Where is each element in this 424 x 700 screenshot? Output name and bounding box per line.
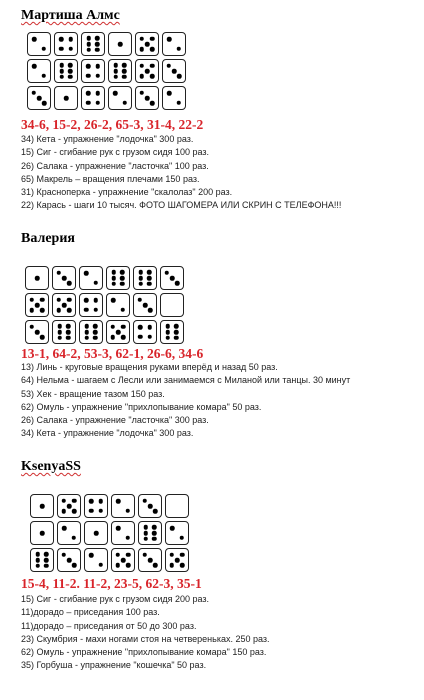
die-pip	[180, 553, 185, 558]
die-pip	[143, 536, 148, 541]
die-pip	[67, 504, 72, 509]
exercise-line: 65) Макрель – вращения плечами 150 раз.	[21, 173, 200, 184]
dice-row	[30, 548, 189, 572]
die-pip	[40, 504, 45, 509]
die-pip	[35, 563, 40, 568]
die-pip	[35, 552, 40, 557]
die-pip	[99, 499, 104, 504]
die-pip	[143, 525, 148, 530]
die-pip	[99, 563, 104, 568]
die-pip	[152, 525, 157, 530]
die-face-0	[165, 494, 189, 518]
die-pip	[72, 536, 77, 541]
exercise-line: 62) Омуль - упражнение "прихлопывание комара" 50 раз.	[21, 401, 262, 412]
die-pip	[126, 553, 131, 558]
exercise-line: 64) Нельма - шагаем с Лесли или занимаемся с Миланой или танцы. 30 минут	[21, 375, 351, 386]
die-face-2	[57, 521, 81, 545]
dice-codes: 13-1, 64-2, 53-3, 62-1, 26-6, 34-6	[21, 346, 204, 361]
die-pip	[99, 509, 104, 514]
die-pip	[35, 558, 40, 563]
exercise-line: 23) Скумбрия - махи ногами стоя на четвереньках. 250 раз.	[21, 633, 270, 644]
die-pip	[61, 552, 66, 557]
participant-name: KsenyaSS	[21, 459, 81, 474]
die-pip	[62, 499, 67, 504]
die-pip	[116, 526, 121, 531]
die-face-6	[30, 548, 54, 572]
exercise-line: 11)дорадо – приседания 100 раз.	[21, 607, 160, 618]
die-face-5	[165, 548, 189, 572]
die-face-1	[30, 521, 54, 545]
die-pip	[148, 504, 153, 509]
participant-name: Валерия	[21, 231, 75, 246]
die-face-6	[138, 521, 162, 545]
die-pip	[40, 531, 45, 536]
exercise-line: 26) Салака - упражнение "ласточка" 100 раз.	[21, 160, 209, 171]
exercise-line: 26) Салака - упражнение "ласточка" 300 раз.	[21, 415, 209, 426]
die-pip	[89, 499, 94, 504]
die-pip	[170, 553, 175, 558]
die-face-3	[138, 494, 162, 518]
die-face-4	[84, 494, 108, 518]
die-pip	[89, 553, 94, 558]
die-pip	[142, 552, 147, 557]
die-face-1	[30, 494, 54, 518]
die-face-5	[57, 494, 81, 518]
exercise-line: 11)дорадо – приседания от 50 до 300 раз.	[21, 620, 197, 631]
exercise-list	[21, 593, 270, 673]
dice-codes: 15-4, 11-2. 11-2, 23-5, 62-3, 35-1	[21, 576, 202, 591]
die-pip	[126, 536, 131, 541]
exercise-line: 35) Горбуша - упражнение "кошечка" 50 раз.	[21, 660, 207, 671]
die-pip	[153, 509, 158, 514]
exercise-line: 53) Хек - вращение тазом 150 раз.	[21, 388, 165, 399]
dice-row	[30, 521, 189, 545]
die-pip	[143, 531, 148, 536]
die-face-2	[84, 548, 108, 572]
die-pip	[152, 531, 157, 536]
die-face-3	[138, 548, 162, 572]
die-pip	[62, 509, 67, 514]
die-pip	[72, 509, 77, 514]
exercise-line: 15) Сиг - сгибание рук с грузом сидя 100 раз.	[21, 147, 210, 158]
die-pip	[62, 526, 67, 531]
die-pip	[72, 563, 77, 568]
die-pip	[44, 552, 49, 557]
die-pip	[170, 563, 175, 568]
die-pip	[126, 509, 131, 514]
die-face-5	[111, 548, 135, 572]
exercise-line: 13) Линь - круговые вращения руками вперёд и назад 50 раз.	[21, 362, 278, 372]
exercise-line: 22) Карась - шаги 10 тысяч. ФОТО ШАГОМЕРА ИЛИ СКРИН С ТЕЛЕФОНА!!!	[21, 200, 342, 211]
die-pip	[44, 558, 49, 563]
dice-row	[30, 494, 189, 518]
die-pip	[180, 563, 185, 568]
die-face-2	[111, 521, 135, 545]
die-pip	[175, 558, 180, 563]
die-pip	[180, 536, 185, 541]
die-face-2	[111, 494, 135, 518]
exercise-line: 31) Красноперка - упражнение "скалолаз" 200 раз.	[21, 187, 233, 198]
die-face-3	[57, 548, 81, 572]
die-face-2	[165, 521, 189, 545]
die-pip	[72, 499, 77, 504]
exercise-line: 15) Сиг - сгибание рук с грузом сидя 200 раз.	[21, 594, 210, 604]
die-pip	[153, 563, 158, 568]
die-pip	[44, 563, 49, 568]
die-pip	[116, 563, 121, 568]
die-pip	[67, 558, 72, 563]
die-pip	[142, 498, 147, 503]
exercise-line: 34) Кета - упражнение "лодочка" 300 раз.	[21, 428, 194, 439]
die-pip	[94, 531, 99, 536]
exercise-line: 34) Кета - упражнение "лодочка" 300 раз.	[21, 134, 194, 144]
die-face-1	[84, 521, 108, 545]
die-pip	[126, 563, 131, 568]
die-pip	[116, 553, 121, 558]
die-pip	[170, 526, 175, 531]
die-pip	[152, 536, 157, 541]
die-pip	[116, 499, 121, 504]
die-pip	[89, 509, 94, 514]
die-pip	[121, 558, 126, 563]
dice-codes: 34-6, 15-2, 26-2, 65-3, 31-4, 22-2	[21, 117, 204, 132]
die-pip	[148, 558, 153, 563]
participant-name: Мартиша Алмс	[21, 8, 120, 23]
exercise-line: 62) Омуль - упражнение "прихлопывание комара" 150 раз.	[21, 647, 267, 658]
